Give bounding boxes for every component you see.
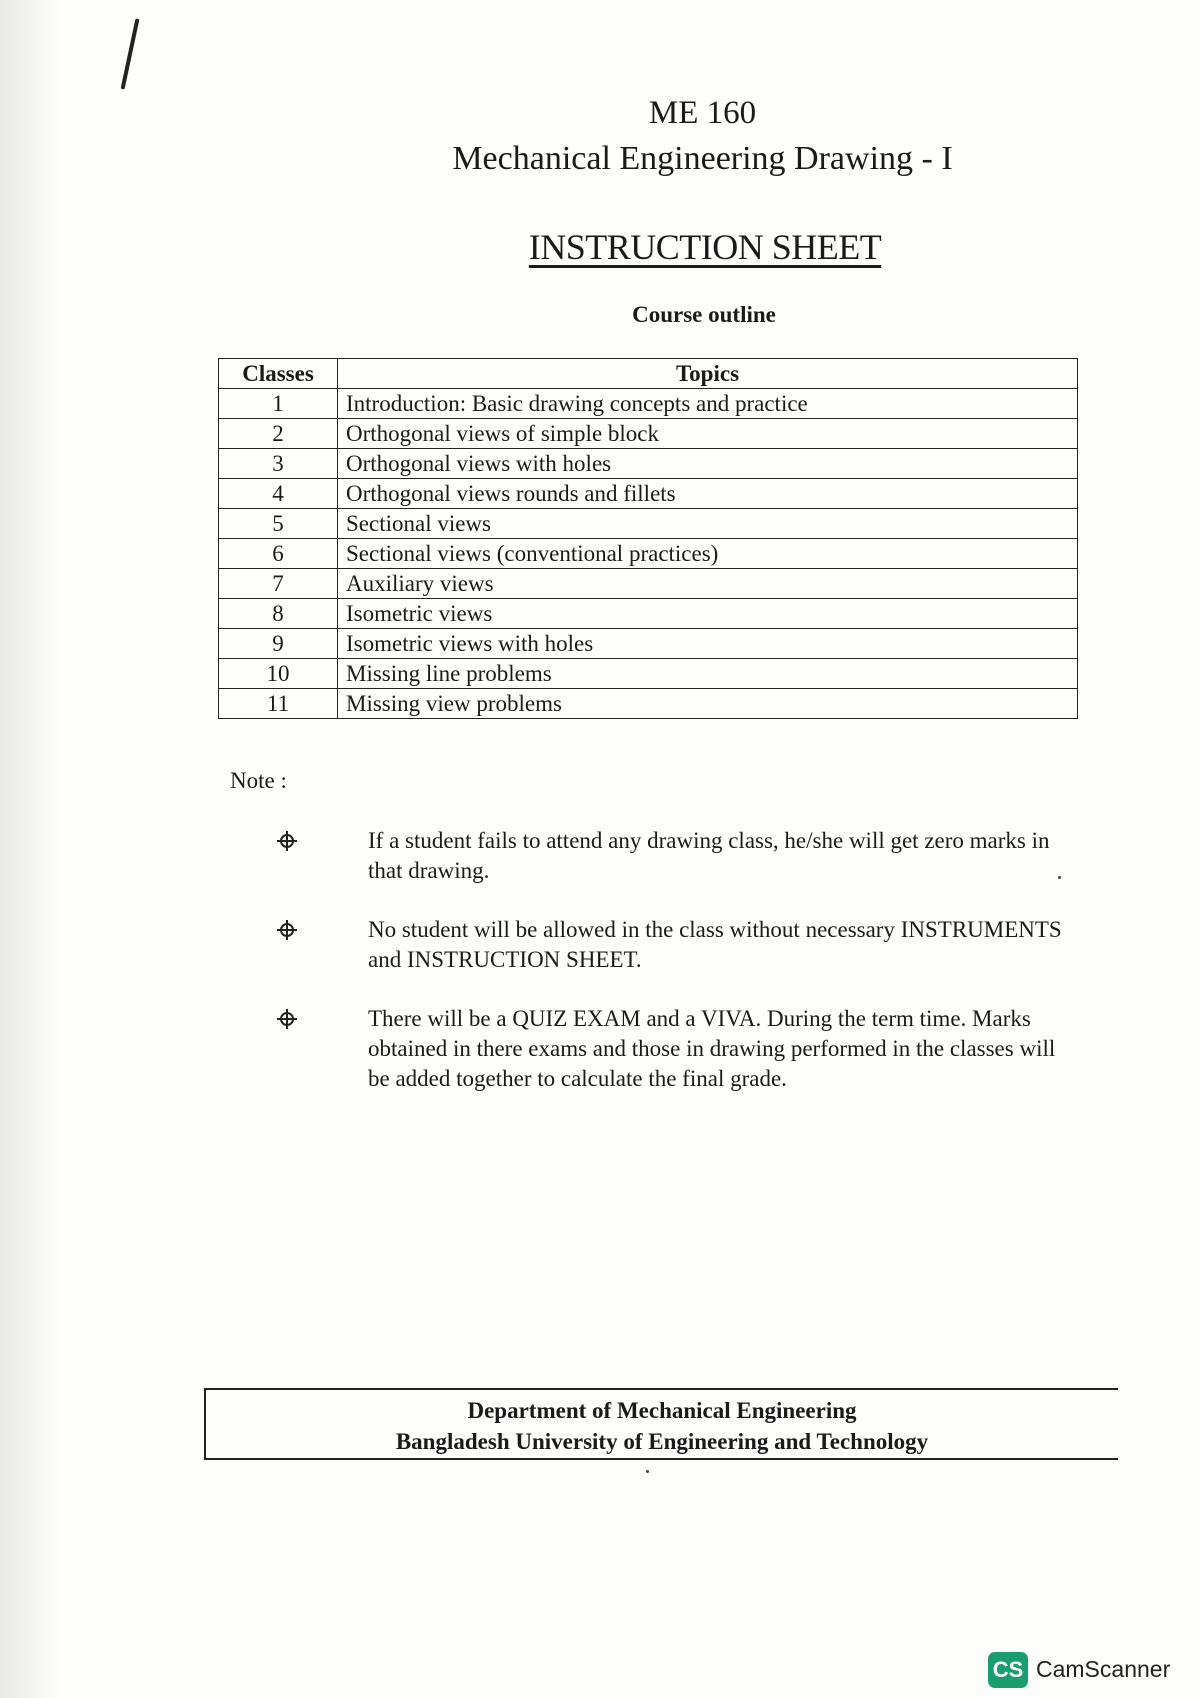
- topic-cell: Missing view problems: [338, 689, 1078, 719]
- table-row: [219, 479, 1078, 509]
- table-row: [219, 659, 1078, 689]
- note-label: Note :: [230, 768, 287, 793]
- crosshair-bullet-icon: [276, 919, 298, 941]
- column-header-classes: Classes: [219, 359, 338, 389]
- course-outline-table: [218, 358, 1078, 719]
- class-number-cell: 3: [219, 449, 338, 479]
- course-title: Mechanical Engineering Drawing - I: [452, 140, 953, 177]
- table-row: [219, 599, 1078, 629]
- course-code: ME 160: [648, 95, 757, 131]
- section-title: Course outline: [632, 302, 776, 327]
- class-number-cell: 5: [219, 509, 338, 539]
- note-text: There will be a QUIZ EXAM and a VIVA. During the term time. Marks obtained in there exams and those in drawing performed in the classes will be added together to calculate the final grade.: [368, 1006, 1056, 1091]
- note-text: No student will be allowed in the class without necessary INSTRUMENTS and INSTRUCTION SHEET.: [368, 917, 1062, 972]
- camscanner-watermark-text: CamScanner: [1036, 1656, 1171, 1682]
- class-number-cell: 4: [219, 479, 338, 509]
- topic-cell: Sectional views: [338, 509, 1078, 539]
- class-number-cell: 8: [219, 599, 338, 629]
- camscanner-logo-icon: CS: [988, 1652, 1028, 1688]
- topic-cell: Missing line problems: [338, 659, 1078, 689]
- table-row: [219, 509, 1078, 539]
- table-row: [219, 689, 1078, 719]
- table-row: [219, 449, 1078, 479]
- class-number-cell: 9: [219, 629, 338, 659]
- table-row: [219, 569, 1078, 599]
- table-row: [219, 629, 1078, 659]
- pen-stroke-mark: [121, 18, 140, 89]
- class-number-cell: 6: [219, 539, 338, 569]
- crosshair-bullet-icon: [276, 1008, 298, 1030]
- table-row: [219, 389, 1078, 419]
- department-name: Department of Mechanical Engineering: [467, 1398, 857, 1423]
- footer-box: [204, 1388, 1118, 1460]
- topic-cell: Orthogonal views with holes: [338, 449, 1078, 479]
- class-number-cell: 1: [219, 389, 338, 419]
- class-number-cell: 11: [219, 689, 338, 719]
- table-row: [219, 539, 1078, 569]
- class-number-cell: 10: [219, 659, 338, 689]
- topic-cell: Introduction: Basic drawing concepts and practice: [338, 389, 1078, 419]
- column-header-topics: Topics: [338, 359, 1078, 389]
- scan-speck: [1058, 876, 1061, 879]
- table-header-row: [219, 359, 1078, 389]
- topic-cell: Isometric views with holes: [338, 629, 1078, 659]
- class-number-cell: 2: [219, 419, 338, 449]
- topic-cell: Auxiliary views: [338, 569, 1078, 599]
- topic-cell: Isometric views: [338, 599, 1078, 629]
- crosshair-bullet-icon: [276, 830, 298, 852]
- university-name: Bangladesh University of Engineering and Technology: [395, 1429, 929, 1454]
- class-number-cell: 7: [219, 569, 338, 599]
- note-text: If a student fails to attend any drawing class, he/she will get zero marks in that drawing.: [368, 828, 1050, 883]
- topic-cell: Sectional views (conventional practices): [338, 539, 1078, 569]
- topic-cell: Orthogonal views of simple block: [338, 419, 1078, 449]
- scan-speck: [646, 1470, 649, 1473]
- sheet-title: INSTRUCTION SHEET: [528, 227, 882, 267]
- topic-cell: Orthogonal views rounds and fillets: [338, 479, 1078, 509]
- table-row: [219, 419, 1078, 449]
